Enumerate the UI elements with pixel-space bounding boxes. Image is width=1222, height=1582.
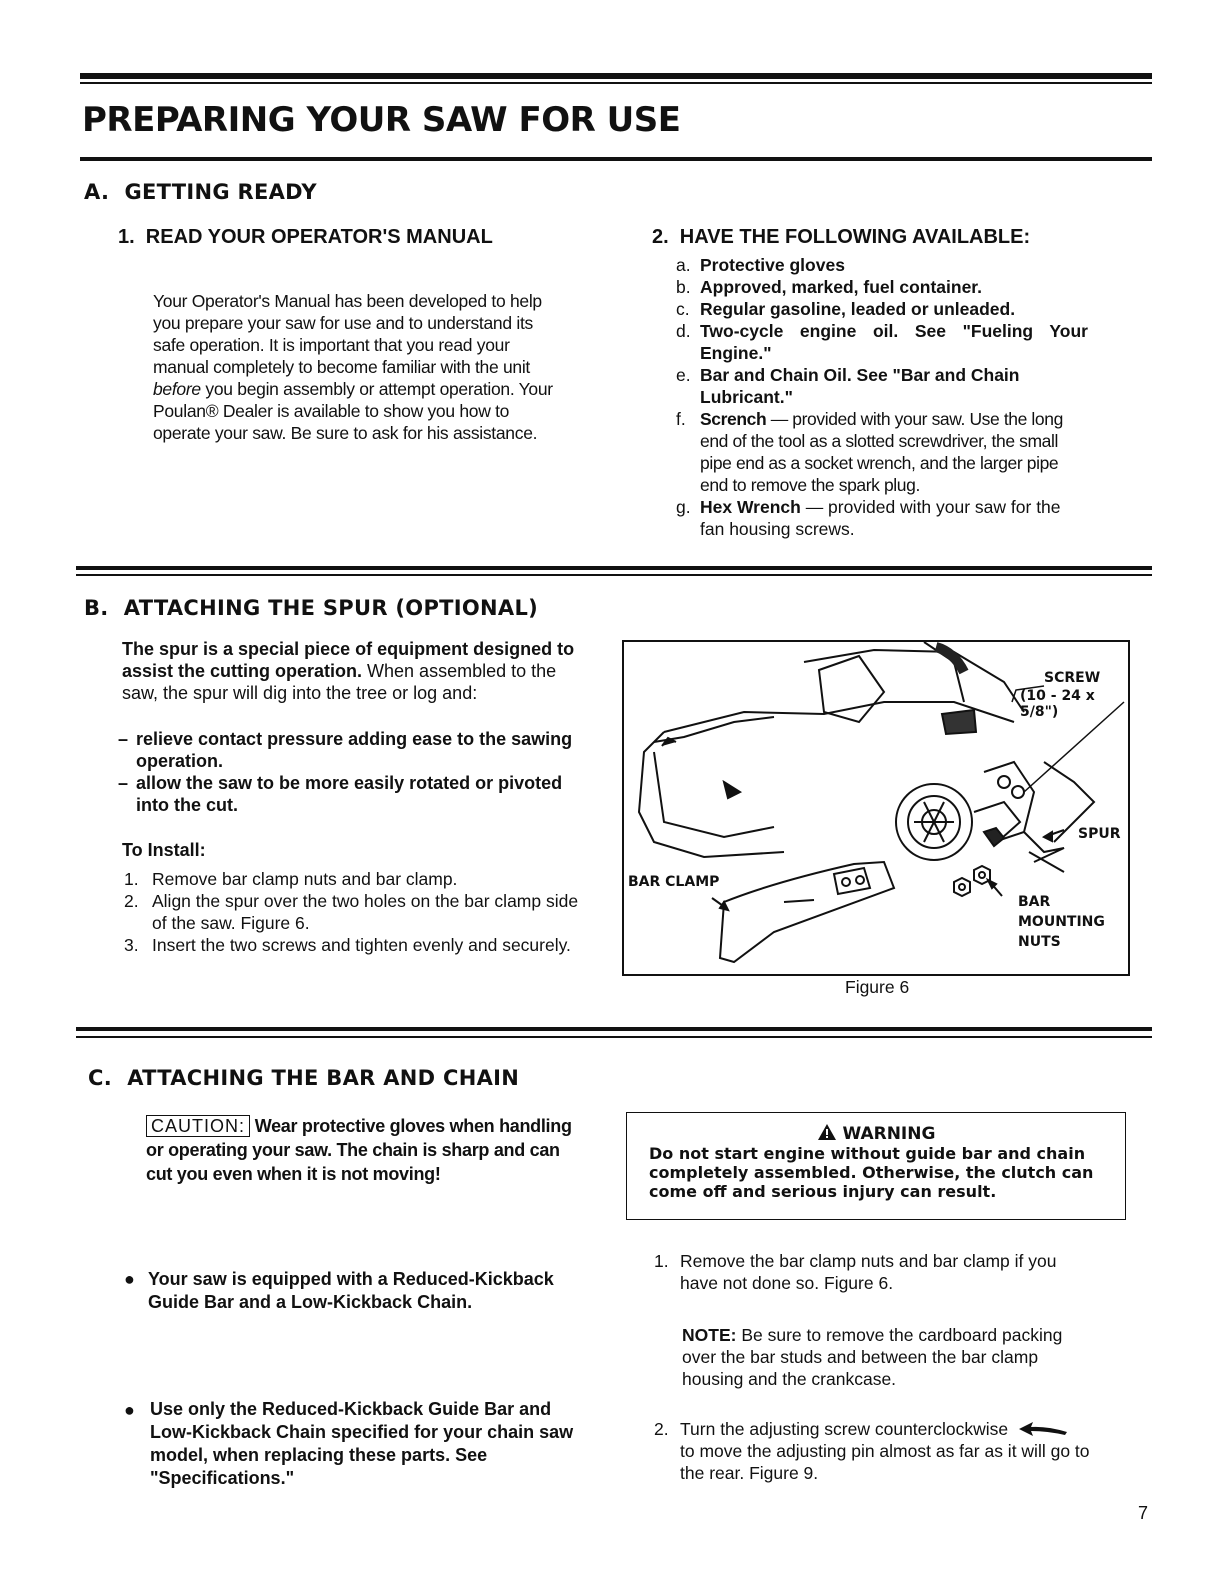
dash-text: relieve contact pressure adding ease to the sawing operation. [136, 729, 573, 771]
list-text: Remove bar clamp nuts and bar clamp. [152, 869, 458, 889]
list-item [124, 934, 584, 956]
list-label: 2. [654, 1419, 669, 1439]
list-text: — provided with your saw. Use the long end of the tool as a slotted screwdriver, the small pipe end as a socket wrench, and the larger pipe end to remove the spark plug. [700, 409, 1063, 495]
list-item [654, 1250, 1090, 1294]
list-item [676, 298, 1088, 320]
list-label: a. [676, 255, 691, 275]
list-text: Insert the two screws and tighten evenly and securely. [152, 935, 571, 955]
text-line: manual completely to become familiar with the unit [153, 357, 530, 377]
note-text [682, 1324, 1090, 1390]
read-manual-text [153, 290, 583, 444]
section-a-heading: A. GETTING READY [84, 180, 317, 204]
warning-title-row [627, 1123, 1125, 1144]
text-fragment: you begin assembly or attempt operation. Your [200, 379, 553, 399]
warning-box [626, 1112, 1126, 1220]
list-label: f. [676, 409, 686, 429]
bar-step-1 [654, 1250, 1090, 1294]
list-label: 2. [124, 891, 139, 911]
list-bold: Hex Wrench [700, 497, 801, 517]
spur-intro-bold: The spur is a special piece of equipment designed to assist the cutting operation. [122, 639, 575, 681]
top-rule-thin [80, 82, 1152, 84]
read-manual-heading: 1. READ YOUR OPERATOR'S MANUAL [118, 226, 493, 248]
text-line: Your Operator's Manual has been developed to help [153, 291, 542, 311]
list-label: 1. [654, 1251, 669, 1271]
have-available-list [676, 254, 1088, 540]
list-bold: Scrench [700, 409, 767, 429]
list-item [676, 496, 1088, 540]
figure-6-caption: Figure 6 [845, 977, 910, 997]
section-c-rule-thick [76, 1027, 1152, 1031]
list-item [654, 1418, 1090, 1484]
text-line: you prepare your saw for use and to understand its [153, 313, 533, 333]
list-item [676, 364, 1088, 408]
warning-triangle-icon [817, 1123, 837, 1141]
bullet-dot: ● [124, 1400, 135, 1420]
text-line: operate your saw. Be sure to ask for his assistance. [153, 423, 538, 443]
screw-label: SCREW [1044, 670, 1101, 686]
list-bold: Two-cycle engine oil. See "Fueling Your Engine." [700, 321, 1088, 363]
dash-text: allow the saw to be more easily rotated or pivoted into the cut. [136, 773, 563, 815]
list-bold: Regular gasoline, leaded or unleaded. [700, 299, 1016, 319]
list-text: — provided with your saw for the fan housing screws. [700, 497, 1061, 539]
text-line: safe operation. It is important that you read your [153, 335, 510, 355]
list-item [124, 890, 584, 934]
list-item [124, 868, 584, 890]
bar-step-2 [654, 1418, 1090, 1484]
have-available-heading: 2. HAVE THE FOLLOWING AVAILABLE: [652, 226, 1031, 248]
to-install-heading: To Install: [122, 840, 206, 860]
list-item [676, 408, 1088, 496]
bar-label: BAR [1018, 894, 1051, 910]
list-label: e. [676, 365, 691, 385]
caution-block [146, 1114, 588, 1186]
section-b-rule-thin [76, 574, 1152, 576]
section-c-heading: C. ATTACHING THE BAR AND CHAIN [88, 1066, 520, 1090]
list-label: d. [676, 321, 691, 341]
list-text: to move the adjusting pin almost as far as it will go to the rear. Figure 9. [680, 1441, 1090, 1483]
list-bold: Approved, marked, fuel container. [700, 277, 983, 297]
spur-label: SPUR [1078, 826, 1121, 842]
screw-size-label: (10 - 24 x 5/8") [1020, 688, 1095, 720]
kickback-bullet-1: Your saw is equipped with a Reduced-Kickback Guide Bar and a Low-Kickback Chain. [148, 1269, 554, 1312]
section-b-rule-thick [76, 566, 1152, 570]
list-text: Turn the adjusting screw counterclockwise [680, 1419, 1009, 1439]
list-item: – relieve contact pressure adding ease to the sawing operation. [118, 728, 586, 772]
caution-label: CAUTION: [146, 1115, 250, 1137]
top-rule-thick [80, 73, 1152, 79]
text-line: Poulan® Dealer is available to show you how to [153, 401, 510, 421]
page-title: PREPARING YOUR SAW FOR USE [82, 100, 681, 140]
list-label: 1. [124, 869, 139, 889]
bar-clamp-label: BAR CLAMP [628, 874, 720, 890]
list-bold: Protective gloves [700, 255, 845, 275]
spur-intro [122, 638, 586, 704]
list-bold: Bar and Chain Oil. See "Bar and Chain Lubricant." [700, 365, 1020, 407]
list-item [676, 320, 1088, 364]
spur-intro-rest: When assembled to the saw, the spur will dig into the tree or log and: [122, 661, 557, 703]
page-number: 7 [1138, 1503, 1149, 1523]
section-c-rule-thin [76, 1036, 1152, 1038]
title-underline [80, 157, 1152, 161]
nuts-label: NUTS [1018, 934, 1061, 950]
list-text: Align the spur over the two holes on the bar clamp side of the saw. Figure 6. [152, 891, 579, 933]
list-label: 3. [124, 935, 139, 955]
list-label: b. [676, 277, 691, 297]
section-b-heading: B. ATTACHING THE SPUR (OPTIONAL) [84, 596, 539, 620]
list-item: – allow the saw to be more easily rotated or pivoted into the cut. [118, 772, 586, 816]
list-label: c. [676, 299, 690, 319]
caution-text: Wear protective gloves when handling or operating your saw. The chain is sharp and can cut you even when it is not moving! [146, 1116, 572, 1184]
kickback-bullet-2: Use only the Reduced-Kickback Guide Bar and Low-Kickback Chain specified for your chain saw model, when replacing these parts. See "Specifications." [150, 1399, 574, 1488]
figure-6 [622, 640, 1130, 976]
counterclockwise-arrow-icon [1017, 1420, 1069, 1438]
warning-title: WARNING [842, 1124, 936, 1144]
note-body: Be sure to remove the cardboard packing over the bar studs and between the bar clamp housing and the crankcase. [682, 1325, 1063, 1389]
note-label: NOTE: [682, 1325, 737, 1345]
list-label: g. [676, 497, 691, 517]
before-emphasis: before [153, 379, 201, 399]
warning-text: Do not start engine without guide bar and chain completely assembled. Otherwise, the clutch can come off and serious injury can result. [649, 1144, 1094, 1201]
bullet-dot: ● [124, 1269, 135, 1289]
install-steps-list [124, 868, 584, 956]
text-line [153, 378, 583, 400]
spur-benefits-list [118, 728, 586, 816]
list-item [676, 276, 1088, 298]
mounting-label: MOUNTING [1018, 914, 1105, 930]
list-text: Remove the bar clamp nuts and bar clamp if you have not done so. Figure 6. [680, 1251, 1057, 1293]
list-item [676, 254, 1088, 276]
